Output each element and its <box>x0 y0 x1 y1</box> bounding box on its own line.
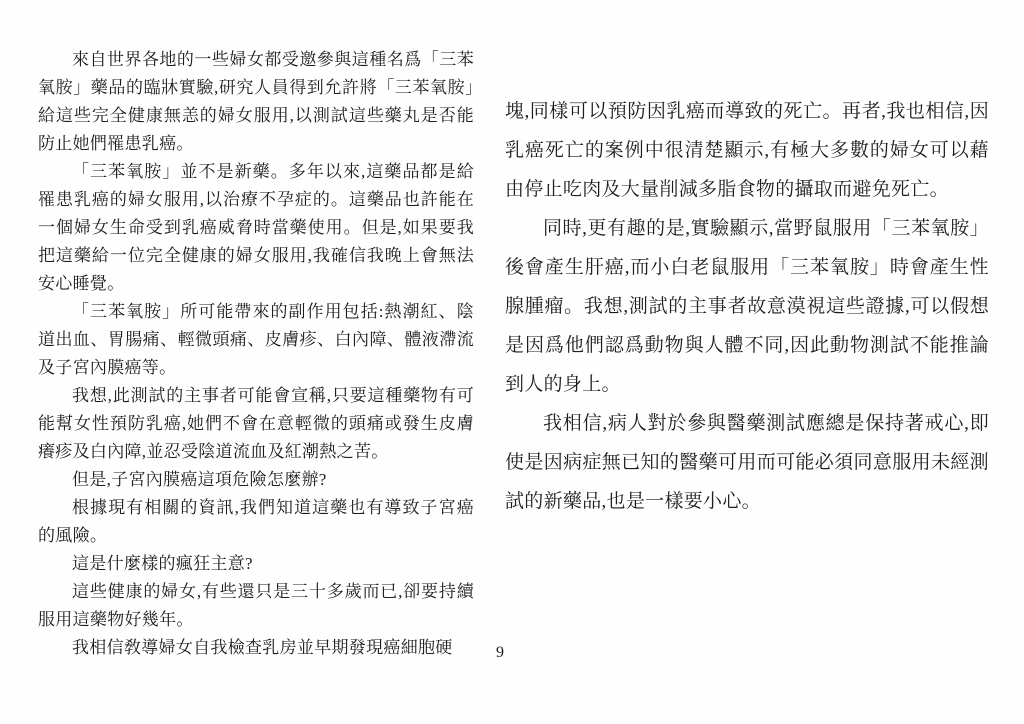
page-number: 9 <box>496 644 504 661</box>
paragraph: 這是什麼樣的瘋狂主意? <box>72 554 253 573</box>
paragraph: 塊,同樣可以預防因乳癌而導致的死亡。再者,我也相信,因乳癌死亡的案例中很清楚顯示,有極大多數的婦女可以藉由停止吃肉及大量削減多脂食物的攝取而避免死亡。 <box>505 101 989 200</box>
left-column <box>38 46 474 662</box>
paragraph: 「三苯氧胺」並不是新藥。多年以來,這藥品都是給罹患乳癌的婦女服用,以治療不孕症的。這藥品也許能在一個婦女生命受到乳癌威脅時當藥使用。但是,如果要我把這藥給一位完全健康的婦女服用,我確信我晚上會無法安心睡覺。 <box>38 162 474 293</box>
paragraph: 我相信敎導婦女自我檢查乳房並早期發現癌細胞硬 <box>72 638 453 657</box>
paragraph: 我相信,病人對於參與醫藥測試應總是保持著戒心,即使是因病症無已知的醫藥可用而可能必須同意服用未經測試的新藥品,也是一樣要小心。 <box>505 413 989 512</box>
paragraph: 「三苯氧胺」所可能帶來的副作用包括:熱潮紅、陰道出血、胃腸痛、輕微頭痛、皮膚疹、白內障、體液滯流及子宮內膜癌等。 <box>38 302 474 377</box>
paragraph: 根據現有相關的資訊,我們知道這藥也有導致子宮癌的風險。 <box>38 498 474 545</box>
right-column <box>505 92 989 521</box>
paragraph: 同時,更有趣的是,實驗顯示,當野鼠服用「三苯氧胺」後會產生肝癌,而小白老鼠服用「三苯氧胺」時會產生性腺腫瘤。我想,測試的主事者故意漠視這些證據,可以假想是因爲他們認爲動物與人體不同,因此動物測試不能推論到人的身上。 <box>505 218 989 395</box>
paragraph: 但是,子宮內膜癌這項危險怎麼辦? <box>72 470 327 489</box>
paragraph: 這些健康的婦女,有些還只是三十多歲而已,卻要持續服用這藥物好幾年。 <box>38 582 474 629</box>
paragraph: 來自世界各地的一些婦女都受邀參與這種名爲「三苯氧胺」藥品的臨牀實驗,研究人員得到允許將「三苯氧胺」給這些完全健康無恙的婦女服用,以測試這些藥丸是否能防止她們罹患乳癌。 <box>38 50 474 153</box>
paragraph: 我想,此測試的主事者可能會宣稱,只要這種藥物有可能幫女性預防乳癌,她們不會在意輕微的頭痛或發生皮膚癢疹及白內障,並忍受陰道流血及紅潮熱之苦。 <box>38 386 474 461</box>
